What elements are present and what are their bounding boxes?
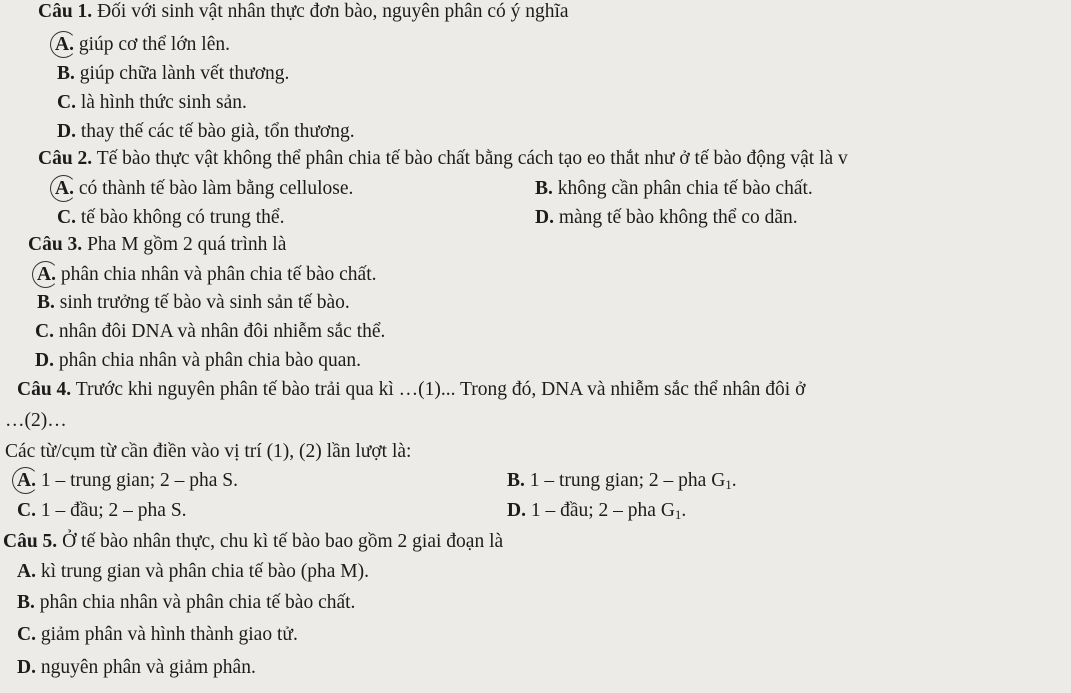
question-4-blank-line: …(2)…: [5, 410, 67, 431]
question-3-option-c[interactable]: C. nhân đôi DNA và nhân đôi nhiễm sắc thể.: [35, 321, 386, 342]
question-4-option-a[interactable]: A. 1 – trung gian; 2 – pha S.: [17, 470, 238, 491]
question-5-option-d[interactable]: D. nguyên phân và giảm phân.: [17, 657, 256, 678]
question-1-option-b[interactable]: B. giúp chữa lành vết thương.: [57, 63, 290, 84]
question-4-stem: Câu 4. Trước khi nguyên phân tế bào trải qua kì …(1)... Trong đó, DNA và nhiễm sắc thể nhân đôi ở: [17, 379, 806, 400]
question-1-option-c[interactable]: C. là hình thức sinh sản.: [57, 92, 247, 113]
question-2-option-a[interactable]: A. có thành tế bào làm bằng cellulose.: [55, 178, 354, 199]
question-5-option-a[interactable]: A. kì trung gian và phân chia tế bào (pha M).: [17, 561, 369, 582]
question-1-option-d[interactable]: D. thay thế các tế bào già, tổn thương.: [57, 121, 355, 142]
question-1-stem: Câu 1. Đối với sinh vật nhân thực đơn bào, nguyên phân có ý nghĩa: [38, 1, 569, 22]
question-2-option-d[interactable]: D. màng tế bào không thể co dãn.: [535, 207, 798, 228]
question-3-option-d[interactable]: D. phân chia nhân và phân chia bào quan.: [35, 350, 361, 371]
question-4-instruction: Các từ/cụm từ cần điền vào vị trí (1), (2) lần lượt là:: [5, 441, 412, 462]
question-4-option-c[interactable]: C. 1 – đầu; 2 – pha S.: [17, 500, 187, 521]
question-2-option-b[interactable]: B. không cần phân chia tế bào chất.: [535, 178, 813, 199]
question-3-stem: Câu 3. Pha M gồm 2 quá trình là: [28, 234, 287, 255]
question-4-option-d[interactable]: D. 1 – đầu; 2 – pha $G_1$.: [507, 500, 687, 522]
question-1-option-a[interactable]: A. giúp cơ thể lớn lên.: [55, 34, 230, 55]
question-3-option-a[interactable]: A. phân chia nhân và phân chia tế bào chất.: [37, 264, 377, 285]
question-2-option-c[interactable]: C. tế bào không có trung thể.: [57, 207, 285, 228]
question-4-option-b[interactable]: B. 1 – trung gian; 2 – pha $G_1$.: [507, 470, 737, 492]
question-2-stem: Câu 2. Tế bào thực vật không thể phân chia tế bào chất bằng cách tạo eo thắt như ở tế bào động vật là v: [38, 148, 848, 169]
question-3-option-b[interactable]: B. sinh trưởng tế bào và sinh sản tế bào.: [37, 292, 350, 313]
question-5-option-b[interactable]: B. phân chia nhân và phân chia tế bào chất.: [17, 592, 356, 613]
question-5-option-c[interactable]: C. giảm phân và hình thành giao tử.: [17, 624, 298, 645]
question-5-stem: Câu 5. Ở tế bào nhân thực, chu kì tế bào bao gồm 2 giai đoạn là: [3, 531, 504, 552]
